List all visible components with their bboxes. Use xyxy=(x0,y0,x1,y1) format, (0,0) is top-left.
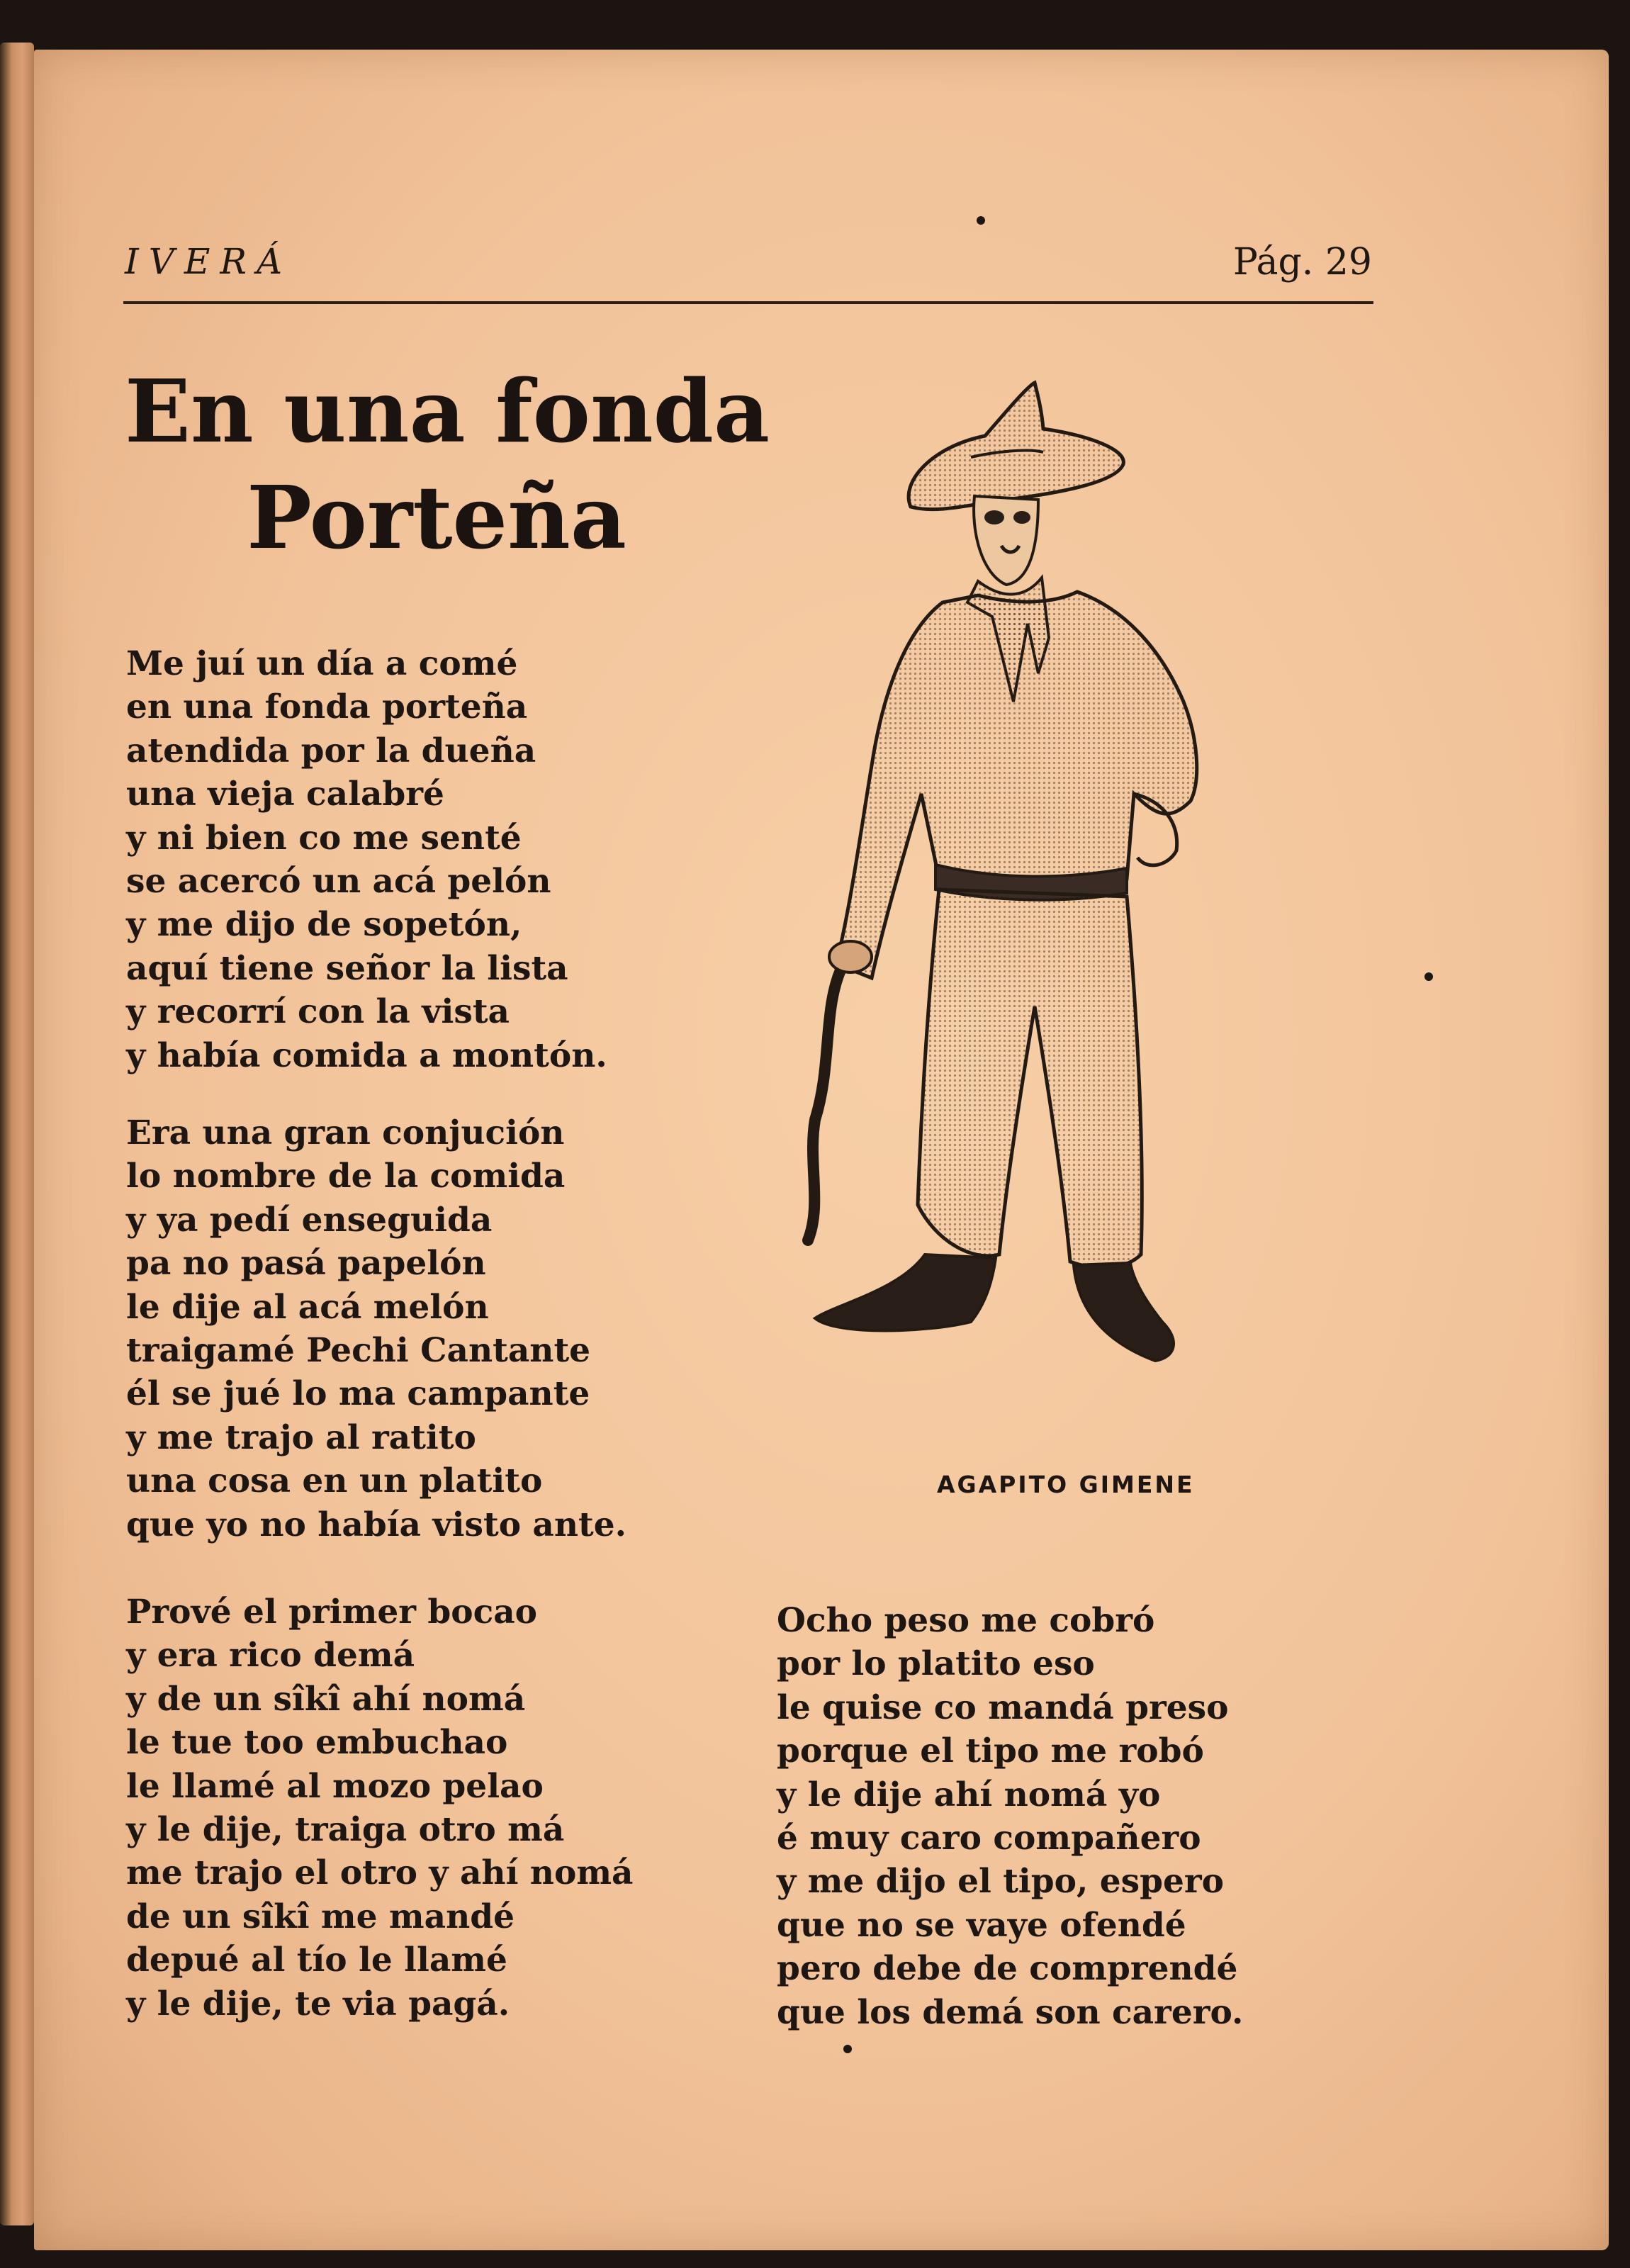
gaucho-illustration xyxy=(794,369,1276,1446)
verse-line: atendida por la dueña xyxy=(126,731,536,770)
stanza xyxy=(777,1599,1243,2034)
stanza xyxy=(126,1111,626,1546)
verse-line: y había comida a montón. xyxy=(126,1035,607,1075)
verse-line: y le dije ahí nomá yo xyxy=(777,1775,1161,1814)
poem-title-line: Porteña xyxy=(247,466,626,568)
verse-line: y recorrí con la vista xyxy=(126,992,510,1032)
verse-line: depué al tío le llamé xyxy=(126,1941,507,1980)
stanza xyxy=(126,1590,634,2026)
verse-line: traigamé Pechi Cantante xyxy=(126,1331,591,1371)
verse-line: y me trajo al ratito xyxy=(126,1418,476,1457)
verse-line: y de un sîkî ahí nomá xyxy=(126,1679,526,1719)
verse-line: por lo platito eso xyxy=(777,1644,1095,1684)
verse-line: pero debe de comprendé xyxy=(777,1949,1238,1989)
verse-line: una cosa en un platito xyxy=(126,1461,543,1501)
ink-speck xyxy=(843,2045,852,2053)
verse-line: y me dijo de sopetón, xyxy=(126,905,522,945)
verse-line: y ni bien co me senté xyxy=(126,818,522,858)
verse-line: una vieja calabré xyxy=(126,775,444,814)
verse-line: pa no pasá papelón xyxy=(126,1244,486,1284)
verse-line: le llamé al mozo pelao xyxy=(126,1766,544,1806)
verse-line: lo nombre de la comida xyxy=(126,1157,566,1196)
illustration-caption: AGAPITO GIMENE xyxy=(937,1471,1195,1498)
verse-line: que yo no había visto ante. xyxy=(126,1505,627,1544)
verse-line: Era una gran conjución xyxy=(126,1113,565,1152)
verse-line: él se jué lo ma campante xyxy=(126,1374,590,1414)
verse-line: y le dije, te via pagá. xyxy=(126,1984,510,2023)
verse-line: que los demá son carero. xyxy=(777,1992,1244,2032)
verse-line: Me juí un día a comé xyxy=(126,644,518,683)
verse-line: le quise co mandá preso xyxy=(777,1688,1229,1727)
verse-line: le tue too embuchao xyxy=(126,1723,508,1763)
poem-title xyxy=(125,358,770,571)
verse-line: me trajo el otro y ahí nomá xyxy=(126,1853,634,1893)
verse-line: que no se vaye ofendé xyxy=(777,1905,1186,1945)
verse-line: aquí tiene señor la lista xyxy=(126,948,568,988)
magazine-name: IVERÁ xyxy=(125,241,293,282)
ink-speck xyxy=(977,216,985,225)
page-number: Pág. 29 xyxy=(1232,241,1372,284)
verse-line: de un sîkî me mandé xyxy=(126,1897,515,1936)
poem-title-line: En una fonda xyxy=(125,360,770,462)
verse-line: porque el tipo me robó xyxy=(777,1731,1204,1771)
verse-line: y era rico demá xyxy=(126,1636,415,1675)
verse-line: é muy caro compañero xyxy=(777,1819,1201,1858)
header-rule xyxy=(123,301,1373,304)
ink-speck xyxy=(1424,972,1433,981)
verse-line: y le dije, traiga otro má xyxy=(126,1810,565,1850)
verse-line: y me dijo el tipo, espero xyxy=(777,1862,1224,1902)
verse-line: y ya pedí enseguida xyxy=(126,1200,493,1240)
verse-line: se acercó un acá pelón xyxy=(126,862,551,902)
verse-line: en una fonda porteña xyxy=(126,687,528,727)
verse-line: le dije al acá melón xyxy=(126,1287,489,1327)
stanza xyxy=(126,642,607,1077)
book-spine-edge xyxy=(0,43,34,2225)
verse-line: Prové el primer bocao xyxy=(126,1593,538,1632)
verse-line: Ocho peso me cobró xyxy=(777,1601,1155,1640)
